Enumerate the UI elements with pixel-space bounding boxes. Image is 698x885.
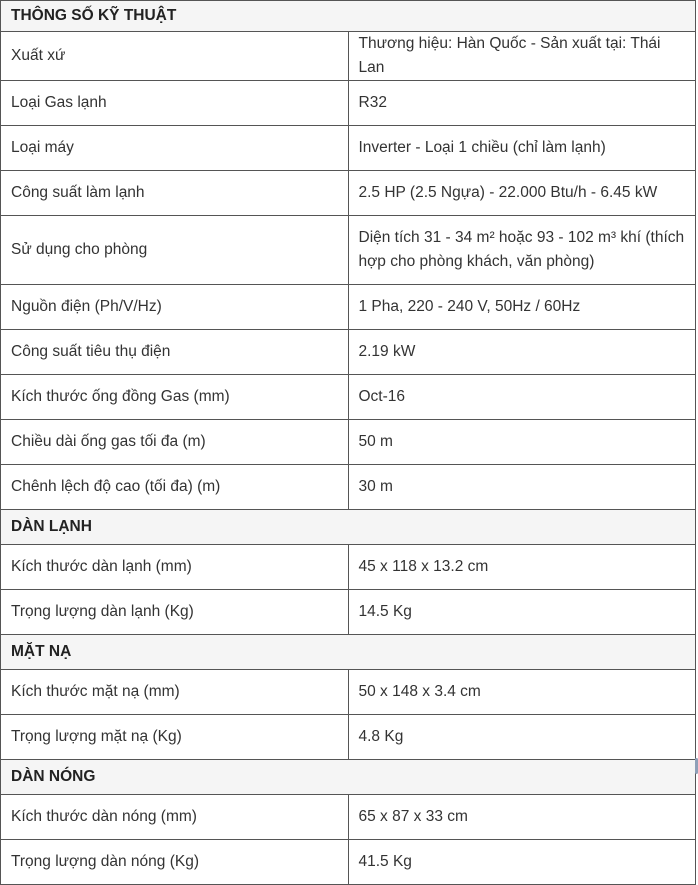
row-label: Xuất xứ <box>1 32 349 81</box>
row-value: 50 x 148 x 3.4 cm <box>348 670 696 715</box>
section-header-thong-so-ky-thuat <box>1 1 696 32</box>
row-label: Chiều dài ống gas tối đa (m) <box>1 420 349 465</box>
row-value: 41.5 Kg <box>348 840 696 885</box>
table-row <box>1 840 696 885</box>
row-value: Diện tích 31 - 34 m² hoặc 93 - 102 m³ khí (thích hợp cho phòng khách, văn phòng) <box>348 216 696 285</box>
section-title: DÀN NÓNG <box>1 760 696 795</box>
row-value: 14.5 Kg <box>348 590 696 635</box>
row-value: 4.8 Kg <box>348 715 696 760</box>
row-value: 65 x 87 x 33 cm <box>348 795 696 840</box>
row-label: Loại máy <box>1 126 349 171</box>
row-value: 30 m <box>348 465 696 510</box>
row-label: Công suất tiêu thụ điện <box>1 330 349 375</box>
row-label: Chênh lệch độ cao (tối đa) (m) <box>1 465 349 510</box>
row-value: Thương hiệu: Hàn Quốc - Sản xuất tại: Thái Lan <box>348 32 696 81</box>
table-row <box>1 375 696 420</box>
row-label: Trọng lượng dàn lạnh (Kg) <box>1 590 349 635</box>
row-label: Sử dụng cho phòng <box>1 216 349 285</box>
row-label: Trọng lượng dàn nóng (Kg) <box>1 840 349 885</box>
section-title: THÔNG SỐ KỸ THUẬT <box>1 1 696 32</box>
row-label: Nguồn điện (Ph/V/Hz) <box>1 285 349 330</box>
row-label: Kích thước dàn lạnh (mm) <box>1 545 349 590</box>
section-title: MẶT NẠ <box>1 635 696 670</box>
row-label: Loại Gas lạnh <box>1 81 349 126</box>
table-row <box>1 171 696 216</box>
row-value: 2.5 HP (2.5 Ngựa) - 22.000 Btu/h - 6.45 kW <box>348 171 696 216</box>
row-value: R32 <box>348 81 696 126</box>
row-value: 50 m <box>348 420 696 465</box>
section-title: DÀN LẠNH <box>1 510 696 545</box>
table-row <box>1 545 696 590</box>
table-row <box>1 126 696 171</box>
table-row <box>1 590 696 635</box>
row-value: Inverter - Loại 1 chiều (chỉ làm lạnh) <box>348 126 696 171</box>
row-label: Kích thước mặt nạ (mm) <box>1 670 349 715</box>
row-value: 45 x 118 x 13.2 cm <box>348 545 696 590</box>
row-value: Oct-16 <box>348 375 696 420</box>
table-row <box>1 216 696 285</box>
section-header-dan-nong <box>1 760 696 795</box>
section-header-dan-lanh <box>1 510 696 545</box>
table-row <box>1 670 696 715</box>
table-row <box>1 420 696 465</box>
table-row <box>1 285 696 330</box>
row-value: 2.19 kW <box>348 330 696 375</box>
table-row <box>1 32 696 81</box>
table-row <box>1 81 696 126</box>
table-row <box>1 465 696 510</box>
section-header-mat-na <box>1 635 696 670</box>
row-label: Công suất làm lạnh <box>1 171 349 216</box>
table-row <box>1 715 696 760</box>
row-label: Kích thước ống đồng Gas (mm) <box>1 375 349 420</box>
spec-table-body <box>1 1 696 885</box>
row-label: Trọng lượng mặt nạ (Kg) <box>1 715 349 760</box>
table-row <box>1 330 696 375</box>
row-label: Kích thước dàn nóng (mm) <box>1 795 349 840</box>
row-value: 1 Pha, 220 - 240 V, 50Hz / 60Hz <box>348 285 696 330</box>
table-row <box>1 795 696 840</box>
